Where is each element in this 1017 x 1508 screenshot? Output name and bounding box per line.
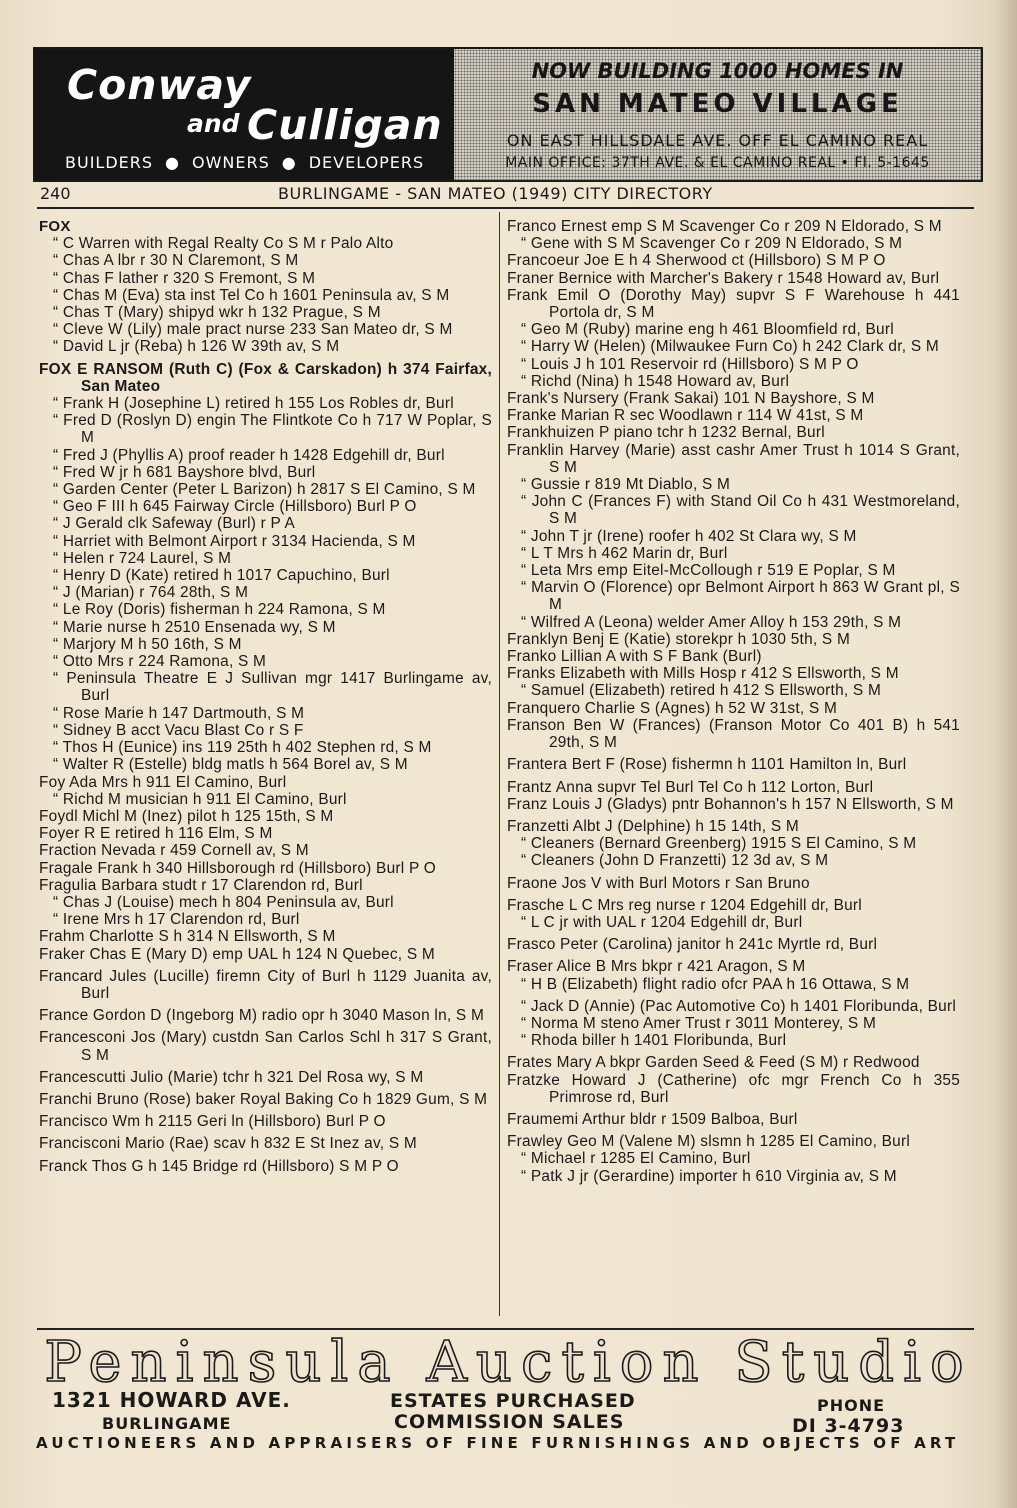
directory-entry	[507, 407, 960, 424]
ditto-mark: “	[53, 498, 63, 516]
ditto-mark: “	[53, 252, 63, 270]
directory-entry	[507, 897, 960, 914]
ditto-mark: “	[53, 721, 63, 739]
entry-text: Marvin O (Florence) opr Belmont Airport h 863 W Grant pl, S M	[531, 579, 960, 614]
entry-text: Peninsula Theatre E J Sullivan mgr 1417 Burlingame av, Burl	[66, 670, 493, 705]
directory-entry	[507, 1133, 960, 1150]
bullet-icon: ●	[165, 153, 180, 172]
ditto-entry	[507, 545, 960, 562]
footer-ad-services-line2: COMMISSION SALES	[394, 1411, 625, 1433]
directory-entry	[507, 756, 960, 773]
ditto-entry	[39, 481, 492, 498]
directory-entry	[39, 1069, 492, 1086]
directory-entry	[507, 1111, 960, 1128]
entry-text: Patk J jr (Gerardine) importer h 610 Virginia av, S M	[530, 1167, 897, 1185]
ditto-entry	[39, 338, 492, 355]
entry-text: Leta Mrs emp Eitel-McCollough r 519 E Poplar, S M	[530, 562, 896, 580]
entry-text: Otto Mrs r 224 Ramona, S M	[62, 653, 267, 671]
ditto-entry	[39, 287, 492, 304]
directory-entry	[507, 1072, 960, 1106]
ditto-mark: “	[53, 893, 63, 911]
entry-text: Franko Lillian A with S F Bank (Burl)	[507, 648, 762, 666]
ditto-mark: “	[53, 601, 63, 619]
entry-text: Gene with S M Scavenger Co r 209 N Eldorado, S M	[530, 235, 903, 253]
footer-ad-tagline: AUCTIONEERS AND APPRAISERS OF FINE FURNISHINGS AND OBJECTS OF ART	[36, 1434, 960, 1452]
directory-entry	[507, 1054, 960, 1071]
ditto-entry	[39, 705, 492, 722]
ditto-mark: “	[53, 790, 63, 808]
ditto-mark: “	[53, 567, 63, 585]
entry-text: Cleaners (John D Franzetti) 12 3d av, S M	[530, 852, 829, 870]
entry-text: Fraction Nevada r 459 Cornell av, S M	[39, 842, 309, 860]
ditto-entry	[507, 493, 960, 527]
entry-text: Fraker Chas E (Mary D) emp UAL h 124 N Quebec, S M	[39, 945, 435, 963]
ditto-mark: “	[521, 235, 531, 253]
ditto-entry	[507, 321, 960, 338]
entry-text: Richd (Nina) h 1548 Howard av, Burl	[530, 372, 790, 390]
ditto-mark: “	[53, 338, 63, 356]
ditto-mark: “	[53, 532, 63, 550]
ditto-entry	[507, 914, 960, 931]
ditto-entry	[507, 1032, 960, 1049]
entry-text: Irene Mrs h 17 Clarendon rd, Burl	[62, 911, 300, 929]
entry-text: Jack D (Annie) (Pac Automotive Co) h 1401 Floribunda, Burl	[530, 997, 957, 1015]
company-roles	[65, 153, 424, 172]
ditto-mark: “	[53, 395, 63, 413]
entry-text: Chas F lather r 320 S Fremont, S M	[62, 269, 316, 287]
directory-entry	[39, 1029, 492, 1063]
ditto-entry	[507, 356, 960, 373]
entry-text: Fraser Alice B Mrs bkpr r 421 Aragon, S M	[507, 958, 806, 976]
entry-text: Fraumemi Arthur bldr r 1509 Balboa, Burl	[507, 1110, 798, 1128]
directory-title: BURLINGAME - SAN MATEO (1949) CITY DIRECTORY	[278, 184, 713, 203]
project-announcement-panel	[454, 49, 981, 180]
role-developers: DEVELOPERS	[308, 153, 425, 172]
directory-entry	[39, 1113, 492, 1130]
ditto-entry	[39, 515, 492, 532]
ditto-mark: “	[53, 653, 63, 671]
directory-entry	[39, 928, 492, 945]
directory-entry	[39, 1158, 492, 1175]
ditto-mark: “	[521, 613, 531, 631]
entry-text: Frank's Nursery (Frank Sakai) 101 N Bayshore, S M	[507, 390, 875, 408]
ditto-entry	[39, 412, 492, 446]
entry-text: Francoeur Joe E h 4 Sherwood ct (Hillsboro) S M P O	[507, 252, 886, 270]
entry-text: Franklin Harvey (Marie) asst cashr Amer Trust h 1014 S Grant, S M	[507, 441, 960, 476]
ad-location: ON EAST HILLSDALE AVE. OFF EL CAMINO REAL	[506, 131, 929, 150]
ditto-entry	[507, 835, 960, 852]
ditto-mark: “	[53, 756, 63, 774]
ditto-mark: “	[53, 412, 64, 430]
ditto-mark: “	[53, 704, 63, 722]
entry-text: FOX E RANSOM (Ruth C) (Fox & Carskadon) h 374 Fairfax, San Mateo	[39, 360, 492, 395]
directory-entry	[507, 958, 960, 975]
ditto-mark: “	[53, 670, 67, 688]
footer-ad-city: BURLINGAME	[102, 1414, 232, 1433]
ditto-mark: “	[53, 269, 63, 287]
entry-text: Fred D (Roslyn D) engin The Flintkote Co h 717 W Poplar, S M	[63, 412, 492, 447]
entry-text: John C (Frances F) with Stand Oil Co h 431 Westmoreland, S M	[531, 493, 960, 528]
ditto-entry	[507, 373, 960, 390]
entry-text: Harry W (Helen) (Milwaukee Furn Co) h 242 Clark dr, S M	[530, 338, 939, 356]
footer-ad-phone-label: PHONE	[817, 1396, 886, 1415]
entry-text: Franklyn Benj E (Katie) storekpr h 1030 5th, S M	[507, 630, 851, 648]
ditto-entry	[507, 528, 960, 545]
header-advertisement	[33, 47, 983, 182]
entry-text: Samuel (Elizabeth) retired h 412 S Ellsworth, S M	[530, 682, 882, 700]
entry-text: Wilfred A (Leona) welder Amer Alloy h 153 29th, S M	[530, 613, 902, 631]
company-name-line1: Conway	[67, 61, 252, 109]
entry-text: Franzetti Albt J (Delphine) h 15 14th, S M	[507, 817, 799, 835]
directory-entry	[39, 1135, 492, 1152]
company-logo-panel	[35, 49, 454, 180]
ditto-mark: “	[521, 527, 531, 545]
directory-entry	[507, 252, 960, 269]
entry-text: Thos H (Eunice) ins 119 25th h 402 Stephen rd, S M	[62, 739, 432, 757]
entry-text: Foydl Michl M (Inez) pilot h 125 15th, S M	[39, 807, 334, 825]
directory-entry	[507, 442, 960, 476]
ditto-entry	[507, 235, 960, 252]
left-column	[39, 218, 492, 1175]
ad-project-name: SAN MATEO VILLAGE	[532, 89, 903, 119]
ditto-mark: “	[521, 975, 531, 993]
directory-entry	[507, 818, 960, 835]
ditto-entry	[39, 304, 492, 321]
directory-entry	[39, 877, 492, 894]
entry-text: Frantera Bert F (Rose) fishermn h 1101 Hamilton ln, Burl	[507, 756, 907, 774]
ditto-mark: “	[53, 549, 63, 567]
entry-text: Fred J (Phyllis A) proof reader h 1428 Edgehill dr, Burl	[62, 446, 445, 464]
entry-text: Richd M musician h 911 El Camino, Burl	[62, 790, 347, 808]
entry-text: Francisconi Mario (Rae) scav h 832 E St Inez av, S M	[39, 1135, 417, 1153]
ditto-mark: “	[521, 321, 531, 339]
directory-entry	[39, 842, 492, 859]
ditto-entry	[507, 476, 960, 493]
entry-text: Michael r 1285 El Camino, Burl	[530, 1150, 751, 1168]
ditto-mark: “	[53, 321, 63, 339]
entry-text: Franson Ben W (Frances) (Franson Motor Co 401 B) h 541 29th, S M	[507, 716, 960, 752]
ditto-entry	[507, 1150, 960, 1167]
ditto-entry	[39, 395, 492, 412]
entry-text: John T jr (Irene) roofer h 402 St Clara wy, S M	[530, 527, 857, 545]
entry-text: Franz Louis J (Gladys) pntr Bohannon's h 157 N Ellsworth, S M	[507, 795, 954, 813]
entry-text: Frank H (Josephine L) retired h 155 Los Robles dr, Burl	[62, 395, 454, 413]
ditto-mark: “	[53, 481, 63, 499]
directory-entry	[507, 287, 960, 321]
company-name-and: and	[187, 109, 240, 138]
directory-entry	[39, 968, 492, 1002]
role-owners: OWNERS	[192, 153, 270, 172]
ditto-mark: “	[521, 544, 531, 562]
directory-entry	[507, 390, 960, 407]
directory-entry	[39, 860, 492, 877]
directory-entry	[39, 774, 492, 791]
entry-text: Marjory M h 50 16th, S M	[62, 635, 242, 653]
entry-text: Fragale Frank h 340 Hillsborough rd (Hillsboro) Burl P O	[39, 859, 436, 877]
ditto-mark: “	[521, 372, 531, 390]
entry-text: Frates Mary A bkpr Garden Seed & Feed (S M) r Redwood	[507, 1054, 920, 1072]
directory-entry	[507, 218, 960, 235]
directory-entry	[39, 1007, 492, 1024]
directory-entry	[39, 361, 492, 395]
entry-text: David L jr (Reba) h 126 W 39th av, S M	[62, 338, 340, 356]
directory-entry	[507, 424, 960, 441]
ditto-mark: “	[53, 618, 63, 636]
ditto-mark: “	[521, 1032, 531, 1050]
ditto-entry	[39, 321, 492, 338]
entry-text: Chas T (Mary) shipyd wkr h 132 Prague, S M	[62, 304, 381, 322]
entry-text: Sidney B acct Vacu Blast Co r S F	[62, 721, 304, 739]
entry-text: Chas A lbr r 30 N Claremont, S M	[62, 252, 299, 270]
bullet-icon: ●	[281, 153, 297, 172]
header-rule	[37, 207, 974, 209]
ditto-mark: “	[521, 476, 531, 494]
ditto-entry	[39, 653, 492, 670]
ditto-mark: “	[521, 682, 531, 700]
ditto-mark: “	[521, 1167, 531, 1185]
entry-text: Frank Emil O (Dorothy May) supvr S F Warehouse h 441 Portola dr, S M	[507, 286, 960, 322]
ditto-entry	[39, 894, 492, 911]
entry-text: Frankhuizen P piano tchr h 1232 Bernal, Burl	[507, 424, 825, 442]
ditto-entry	[39, 235, 492, 252]
ditto-entry	[507, 852, 960, 869]
ditto-mark: “	[53, 286, 63, 304]
ditto-entry	[507, 998, 960, 1015]
ditto-entry	[39, 567, 492, 584]
ditto-entry	[39, 636, 492, 653]
ditto-mark: “	[53, 304, 63, 322]
ditto-mark: “	[53, 515, 63, 533]
directory-entry	[507, 875, 960, 892]
company-name-line2: Culligan	[247, 101, 443, 149]
surname-heading	[39, 218, 492, 235]
ditto-mark: “	[53, 463, 63, 481]
entry-text: Chas M (Eva) sta inst Tel Co h 1601 Peninsula av, S M	[62, 286, 450, 304]
ditto-entry	[507, 976, 960, 993]
entry-text: FOX	[39, 218, 71, 235]
right-column	[507, 218, 960, 1185]
directory-entry	[39, 808, 492, 825]
entry-text: Garden Center (Peter L Barizon) h 2817 S El Camino, S M	[62, 481, 476, 499]
ditto-entry	[39, 447, 492, 464]
ad-main-office: MAIN OFFICE: 37TH AVE. & EL CAMINO REAL • Fl. 5-1645	[505, 155, 930, 171]
ditto-entry	[507, 614, 960, 631]
ditto-mark: “	[521, 493, 532, 511]
ditto-mark: “	[53, 911, 63, 929]
entry-text: Chas J (Louise) mech h 804 Peninsula av, Burl	[62, 893, 394, 911]
directory-entry	[507, 270, 960, 287]
directory-entry	[39, 1091, 492, 1108]
ditto-entry	[507, 682, 960, 699]
page-number: 240	[40, 184, 71, 203]
entry-text: Franco Ernest emp S M Scavenger Co r 209 N Eldorado, S M	[507, 218, 942, 235]
entry-text: C Warren with Regal Realty Co S M r Palo Alto	[62, 235, 394, 253]
entry-text: Franck Thos G h 145 Bridge rd (Hillsboro) S M P O	[39, 1157, 399, 1175]
entry-text: Geo M (Ruby) marine eng h 461 Bloomfield rd, Burl	[530, 321, 894, 339]
ditto-entry	[39, 550, 492, 567]
ditto-entry	[39, 533, 492, 550]
ditto-entry	[39, 584, 492, 601]
ditto-entry	[507, 1015, 960, 1032]
ditto-entry	[507, 579, 960, 613]
directory-entry	[507, 631, 960, 648]
ditto-mark: “	[521, 997, 531, 1015]
ditto-entry	[507, 338, 960, 355]
entry-text: Frasche L C Mrs reg nurse r 1204 Edgehill dr, Burl	[507, 896, 862, 914]
entry-text: Francisco Wm h 2115 Geri ln (Hillsboro) Burl P O	[39, 1113, 386, 1131]
entry-text: Frahm Charlotte S h 314 N Ellsworth, S M	[39, 928, 336, 946]
ditto-entry	[39, 601, 492, 618]
ditto-entry	[39, 670, 492, 704]
ad-headline: NOW BUILDING 1000 HOMES IN	[531, 59, 904, 83]
footer-ad-address: 1321 HOWARD AVE.	[52, 1388, 291, 1412]
ditto-mark: “	[521, 852, 531, 870]
entry-text: Rhoda biller h 1401 Floribunda, Burl	[530, 1032, 787, 1050]
ditto-mark: “	[53, 446, 63, 464]
role-builders: BUILDERS	[65, 153, 154, 172]
ditto-mark: “	[53, 235, 63, 253]
directory-entry	[507, 665, 960, 682]
footer-ad-title: Peninsula Auction Studio	[44, 1330, 973, 1395]
ditto-entry	[39, 270, 492, 287]
entry-text: Franke Marian R sec Woodlawn r 114 W 41st, S M	[507, 407, 864, 425]
ditto-entry	[39, 722, 492, 739]
directory-entry	[39, 946, 492, 963]
directory-entry	[39, 825, 492, 842]
directory-entry	[507, 936, 960, 953]
entry-text: Cleaners (Bernard Greenberg) 1915 S El Camino, S M	[530, 835, 917, 853]
entry-text: Cleve W (Lily) male pract nurse 233 San Mateo dr, S M	[62, 321, 453, 339]
ditto-mark: “	[521, 579, 532, 597]
entry-text: Franchi Bruno (Rose) baker Royal Baking Co h 1829 Gum, S M	[39, 1090, 488, 1108]
entry-text: France Gordon D (Ingeborg M) radio opr h 3040 Mason ln, S M	[39, 1007, 485, 1025]
entry-text: Fratzke Howard J (Catherine) ofc mgr French Co h 355 Primrose rd, Burl	[507, 1071, 960, 1106]
entry-text: Franks Elizabeth with Mills Hosp r 412 S Ellsworth, S M	[507, 665, 899, 683]
ditto-mark: “	[53, 584, 63, 602]
entry-text: Gussie r 819 Mt Diablo, S M	[530, 476, 731, 494]
ditto-entry	[507, 1168, 960, 1185]
entry-text: Henry D (Kate) retired h 1017 Capuchino, Burl	[62, 567, 390, 585]
entry-text: J (Marian) r 764 28th, S M	[62, 584, 249, 602]
entry-text: Walter R (Estelle) bldg matls h 564 Borel av, S M	[62, 756, 408, 774]
entry-text: Le Roy (Doris) fisherman h 224 Ramona, S M	[62, 601, 386, 619]
ditto-mark: “	[521, 913, 531, 931]
entry-text: Franquero Charlie S (Agnes) h 52 W 31st, S M	[507, 699, 838, 717]
entry-text: Geo F III h 645 Fairway Circle (Hillsboro) Burl P O	[62, 498, 417, 516]
entry-text: Frasco Peter (Carolina) janitor h 241c Myrtle rd, Burl	[507, 936, 878, 954]
ditto-mark: “	[521, 355, 531, 373]
ditto-entry	[39, 252, 492, 269]
directory-entry	[507, 700, 960, 717]
ditto-entry	[39, 498, 492, 515]
entry-text: Fred W jr h 681 Bayshore blvd, Burl	[62, 463, 316, 481]
ditto-entry	[39, 911, 492, 928]
directory-entry	[507, 648, 960, 665]
entry-text: H B (Elizabeth) flight radio ofcr PAA h 16 Ottawa, S M	[530, 975, 910, 993]
entry-text: Fraone Jos V with Burl Motors r San Bruno	[507, 874, 810, 892]
ditto-entry	[39, 739, 492, 756]
ditto-entry	[39, 791, 492, 808]
entry-text: Helen r 724 Laurel, S M	[62, 549, 232, 567]
ditto-entry	[39, 619, 492, 636]
entry-text: Francard Jules (Lucille) firemn City of Burl h 1129 Juanita av, Burl	[39, 967, 492, 1002]
entry-text: Francescutti Julio (Marie) tchr h 321 Del Rosa wy, S M	[39, 1068, 424, 1086]
ditto-mark: “	[521, 338, 531, 356]
ditto-mark: “	[521, 1014, 531, 1032]
ditto-entry	[39, 464, 492, 481]
entry-text: Norma M steno Amer Trust r 3011 Monterey, S M	[530, 1014, 877, 1032]
entry-text: Frantz Anna supvr Tel Burl Tel Co h 112 Lorton, Burl	[507, 778, 874, 796]
column-divider	[499, 212, 500, 1316]
ditto-mark: “	[53, 635, 63, 653]
ditto-entry	[39, 756, 492, 773]
entry-text: J Gerald clk Safeway (Burl) r P A	[62, 515, 295, 533]
entry-text: Louis J h 101 Reservoir rd (Hillsboro) S M P O	[530, 355, 859, 373]
entry-text: Foyer R E retired h 116 Elm, S M	[39, 825, 273, 843]
entry-text: Harriet with Belmont Airport r 3134 Hacienda, S M	[62, 532, 416, 550]
entry-text: Frawley Geo M (Valene M) slsmn h 1285 El Camino, Burl	[507, 1133, 910, 1151]
entry-text: Marie nurse h 2510 Ensenada wy, S M	[62, 618, 336, 636]
entry-text: Francesconi Jos (Mary) custdn San Carlos Schl h 317 S Grant, S M	[39, 1029, 492, 1064]
ditto-mark: “	[521, 835, 531, 853]
directory-entry	[507, 796, 960, 813]
directory-entry	[507, 779, 960, 796]
entry-text: L T Mrs h 462 Marin dr, Burl	[530, 544, 728, 562]
ditto-mark: “	[521, 1150, 531, 1168]
ditto-entry	[507, 562, 960, 579]
ditto-mark: “	[53, 739, 63, 757]
page-edge-shadow	[995, 0, 1017, 1508]
entry-text: Rose Marie h 147 Dartmouth, S M	[62, 704, 305, 722]
footer-ad-phone-number: DI 3-4793	[792, 1415, 905, 1437]
footer-ad-services-line1: ESTATES PURCHASED	[390, 1390, 636, 1412]
entry-text: L C jr with UAL r 1204 Edgehill dr, Burl	[530, 913, 803, 931]
entry-text: Fragulia Barbara studt r 17 Clarendon rd, Burl	[39, 876, 363, 894]
directory-entry	[507, 717, 960, 751]
entry-text: Foy Ada Mrs h 911 El Camino, Burl	[39, 773, 287, 791]
entry-text: Franer Bernice with Marcher's Bakery r 1548 Howard av, Burl	[507, 269, 940, 287]
ditto-mark: “	[521, 562, 531, 580]
running-head	[40, 184, 975, 206]
